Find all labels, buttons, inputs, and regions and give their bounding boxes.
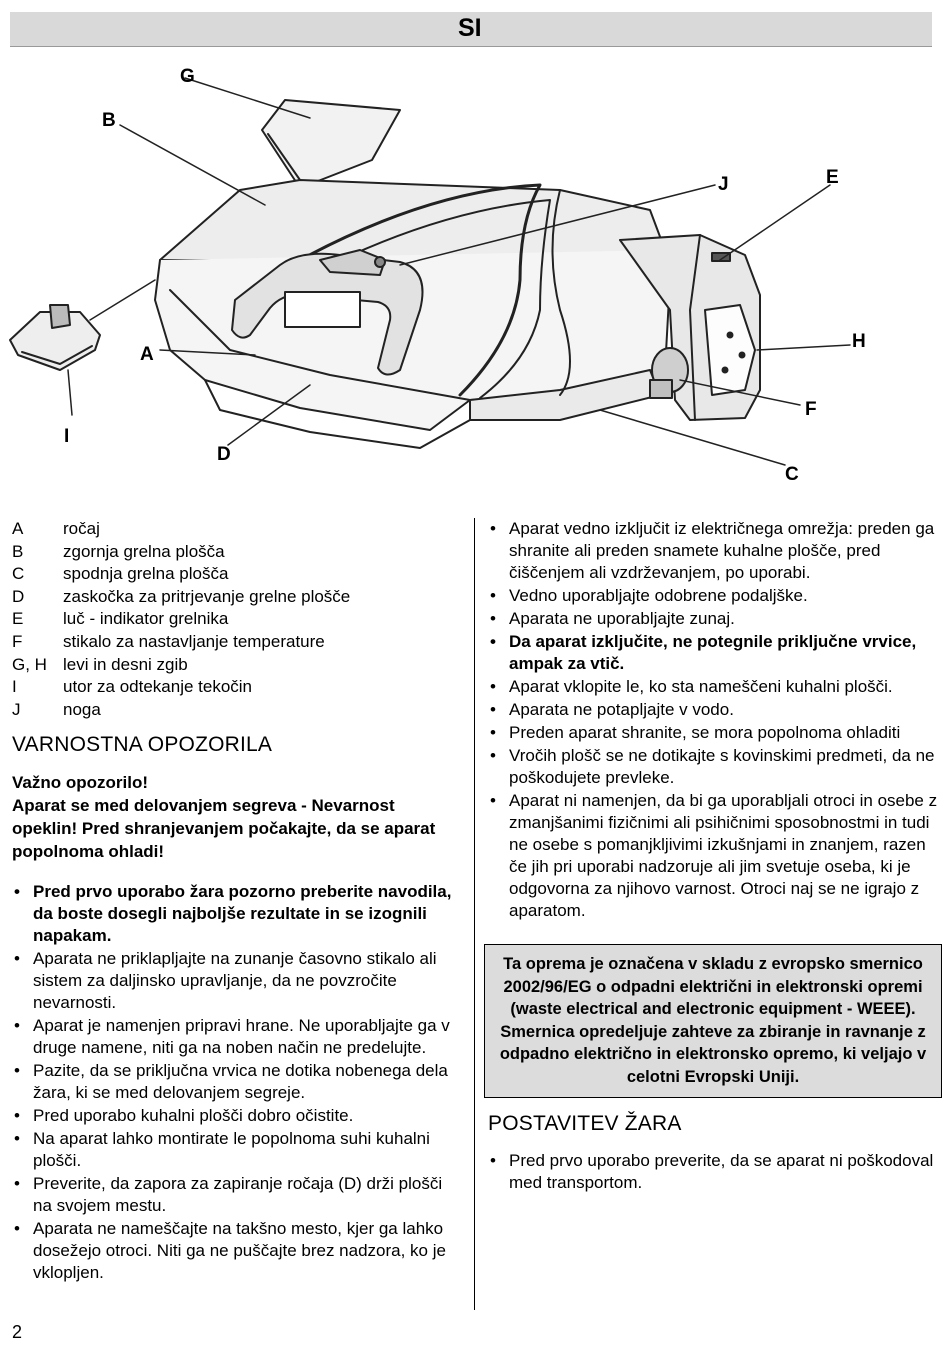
list-item: • Pred prvo uporabo preverite, da se aparat ni poškodoval med transportom. [490, 1150, 934, 1192]
safety-heading: VARNOSTNA OPOZORILA [12, 733, 273, 757]
parts-list [12, 518, 462, 721]
list-item: • Preden aparat shranite, se mora popolnoma ohladiti [490, 723, 901, 742]
diagram-label-e: E [826, 167, 839, 188]
warning-text: Aparat se med delovanjem segreva - Nevarnost opeklin! Pred shranjevanjem počakajte, da se aparat popolnoma ohladi! [12, 796, 436, 862]
list-item: A ročaj [12, 519, 100, 538]
list-item: • Aparata ne priklapljajte na zunanje časovno stikalo ali sistem za daljinsko upravljanje, da ne povzročite nevarnosti. [14, 949, 437, 1013]
list-item: D zaskočka za pritrjevanje grelne plošče [12, 586, 351, 606]
safety-list-left [12, 881, 462, 1284]
list-item: • Pred prvo uporabo žara pozorno preberite navodila, da boste dosegli najboljše rezultate in se izognili napakam. [14, 882, 452, 946]
diagram-label-j: J [718, 174, 729, 195]
list-item: • Aparat vklopite le, ko sta nameščeni kuhalni plošči. [490, 677, 893, 696]
list-item: E luč - indikator grelnika [12, 609, 229, 629]
list-item: • Pazite, da se priključna vrvica ne dotika nobenega dela žara, ki se med delovanjem segreje. [14, 1061, 448, 1103]
right-column [488, 518, 942, 1195]
list-item: • Na aparat lahko montirate le popolnoma suhi kuhalni plošči. [14, 1129, 430, 1171]
setup-heading: POSTAVITEV ŽARA [488, 1111, 682, 1135]
setup-list [488, 1150, 942, 1194]
list-item: • Aparata ne potapljajte v vodo. [490, 700, 734, 719]
list-item: • Preverite, da zapora za zapiranje ročaja (D) drži plošči na svojem mestu. [14, 1174, 443, 1216]
list-item: • Aparata ne nameščajte na takšno mesto, kjer ga lahko dosežejo otroci. Niti ga ne puščajte brez nadzora, ko je vklopljen. [14, 1219, 446, 1283]
page-number: 2 [12, 1322, 23, 1342]
diagram-label-b: B [102, 110, 116, 131]
list-item: • Pred uporabo kuhalni plošči dobro očistite. [14, 1106, 354, 1126]
list-item: • Aparat vedno izključit iz električnega omrežja: preden ga shranite ali preden snamete kuhalne plošče, pred čiščenjem ali vzdrževanjem, po uporabi. [490, 519, 935, 582]
list-item: G, H levi in desni zgib [12, 654, 188, 674]
diagram-label-a: A [140, 344, 154, 365]
list-item: J noga [12, 699, 101, 719]
list-item: C spodnja grelna plošča [12, 564, 229, 584]
list-item: • Aparat ni namenjen, da bi ga uporabljali otroci in osebe z zmanjšanimi fizičnimi ali psihičnimi sposobnostmi in tudi ne osebe s pomanjkljivimi izkušnjami in znanjem, razen če jih pri uporabi nadzoruje ali jim svetuje oseba, ki je odgovorna za njihovo varnost. Otroci naj se ne igrajo z aparatom. [490, 791, 938, 920]
list-item: F stikalo za nastavljanje temperature [12, 631, 325, 651]
diagram-label-d: D [217, 444, 231, 465]
safety-list-right [488, 518, 942, 922]
diagram-label-c: C [785, 464, 799, 485]
list-item: • Vročih plošč se ne dotikajte s kovinskimi predmeti, da ne poškodujete prevleke. [490, 746, 935, 787]
column-divider [474, 518, 475, 1310]
list-item: • Vedno uporabljajte odobrene podaljške. [490, 586, 808, 605]
diagram-label-f: F [805, 399, 817, 420]
list-item: B zgornja grelna plošča [12, 541, 225, 561]
language-header-bar [10, 12, 932, 47]
list-item: • Aparata ne uporabljajte zunaj. [490, 609, 735, 628]
warning-box [12, 771, 462, 863]
left-column [12, 518, 462, 1285]
diagram-label-g: G [180, 66, 195, 87]
list-item: • Aparat je namenjen pripravi hrane. Ne uporabljajte ga v druge namene, niti ga na noben način ne predelujte. [14, 1016, 450, 1058]
language-code: SI [458, 14, 482, 42]
warning-title: Važno opozorilo! [12, 773, 148, 793]
diagram-label-h: H [852, 331, 866, 352]
grill-diagram [0, 50, 950, 500]
list-item: • Da aparat izključite, ne potegnile priključne vrvice, ampak za vtič. [490, 632, 917, 673]
list-item: I utor za odtekanje tekočin [12, 677, 253, 697]
weee-notice-box: Ta oprema je označena v skladu z evropsko smernico 2002/96/EG o odpadni električni in elektronski opremi (waste electrical and electronic equipment - WEEE). Smernica opredeljuje zahteve za zbiranje in ravnanje z odpadno električno in elektronsko opremo, ki veljajo v celotni Evropski Uniji. [484, 944, 942, 1098]
diagram-label-i: I [64, 426, 70, 447]
